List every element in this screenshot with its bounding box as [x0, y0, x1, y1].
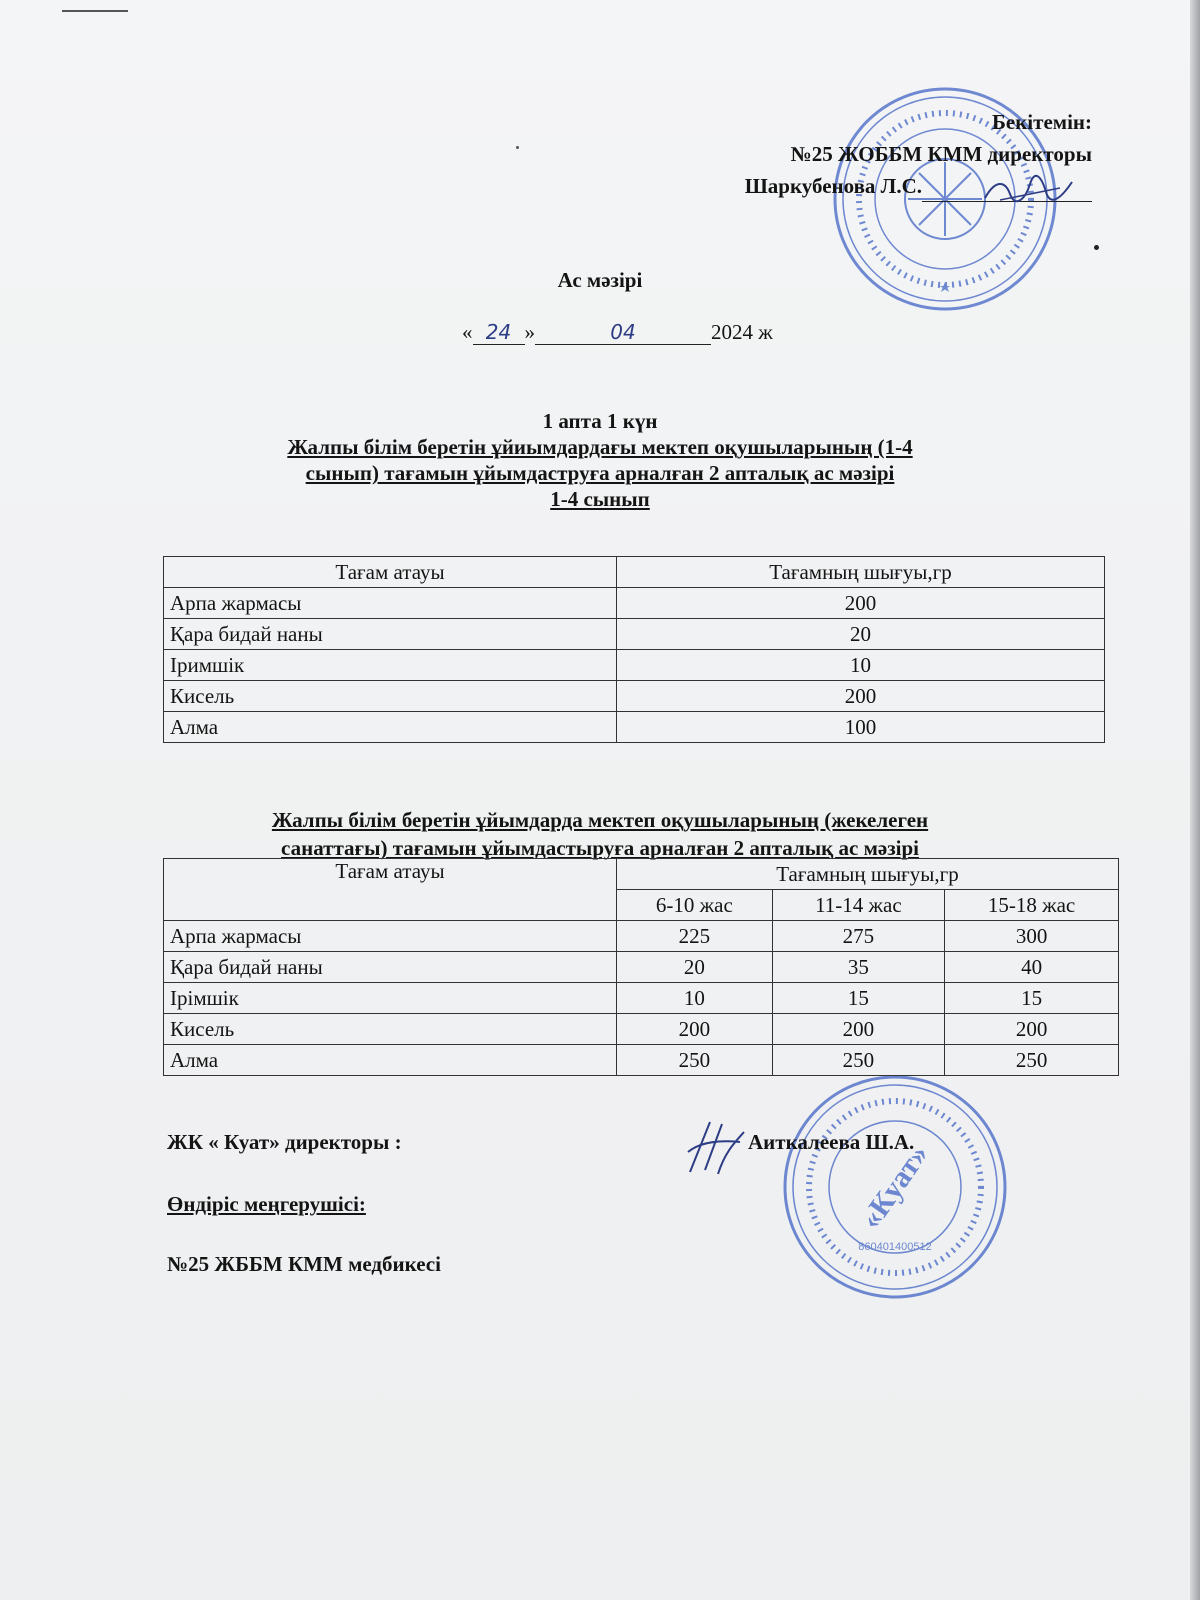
director-signature — [980, 170, 1080, 210]
dish-yield: 15 — [772, 983, 944, 1014]
week-day: 1 апта 1 күн — [542, 409, 658, 433]
dish-name: Арпа жармасы — [164, 921, 617, 952]
stamp-center-text: «Куат» — [853, 1138, 936, 1235]
dish-yield: 100 — [617, 712, 1105, 743]
date-close-quote: » — [524, 320, 535, 344]
table-row — [164, 952, 1119, 983]
dish-yield: 35 — [772, 952, 944, 983]
col-header-yield: Тағамның шығуы,гр — [617, 859, 1119, 890]
dish-yield: 200 — [945, 1014, 1119, 1045]
dish-yield: 250 — [772, 1045, 944, 1076]
date-month: 04 — [535, 320, 711, 345]
page-title: Ас мәзірі — [557, 268, 643, 292]
ink-dot — [1094, 245, 1099, 250]
dish-yield: 250 — [945, 1045, 1119, 1076]
stamp-number-text: 860401400512 — [858, 1241, 932, 1253]
dish-yield: 20 — [617, 952, 773, 983]
age-group-header: 11-14 жас — [772, 890, 944, 921]
age-group-header: 15-18 жас — [945, 890, 1119, 921]
dish-yield: 275 — [772, 921, 944, 952]
page-edge — [1190, 0, 1200, 1600]
col-header-yield: Тағамның шығуы,гр — [617, 557, 1105, 588]
dish-yield: 200 — [772, 1014, 944, 1045]
section2-title-line2: санаттағы) тағамын ұйымдастыруға арналған 2 апталық ас мәзірі — [281, 836, 919, 860]
dish-name: Кисель — [164, 681, 617, 712]
date-line — [462, 320, 773, 345]
date-year: 2024 ж — [711, 320, 773, 344]
table-row — [164, 650, 1105, 681]
dish-yield: 225 — [617, 921, 773, 952]
corner-mark — [62, 10, 128, 12]
ink-dot — [516, 146, 519, 149]
dish-name: Арпа жармасы — [164, 588, 617, 619]
dish-yield: 20 — [617, 619, 1105, 650]
table-row — [164, 921, 1119, 952]
production-head-label: Өндіріс меңгерушісі: — [167, 1192, 366, 1216]
dish-yield: 40 — [945, 952, 1119, 983]
dish-name: Қара бидай наны — [164, 952, 617, 983]
col-header-dish: Тағам атауы — [164, 859, 617, 921]
director-label: ЖК « Куат» директоры : — [167, 1130, 402, 1154]
official-stamp-kuat — [780, 1072, 1010, 1302]
menu-table-age-groups — [163, 858, 1119, 1076]
table-row — [164, 1014, 1119, 1045]
dish-name: Іримшік — [164, 650, 617, 681]
dish-name: Қара бидай наны — [164, 619, 617, 650]
section2-heading — [0, 806, 1200, 862]
table-row — [164, 983, 1119, 1014]
table-row — [164, 588, 1105, 619]
table-header-row — [164, 557, 1105, 588]
age-group-header: 6-10 жас — [617, 890, 773, 921]
dish-yield: 200 — [617, 1014, 773, 1045]
approval-label: Бекітемін: — [991, 110, 1092, 134]
table-row — [164, 619, 1105, 650]
dish-yield: 15 — [945, 983, 1119, 1014]
dish-yield: 200 — [617, 588, 1105, 619]
section1-grade: 1-4 сынып — [550, 487, 650, 511]
dish-yield: 200 — [617, 681, 1105, 712]
section2-title-line1: Жалпы білім беретін ұйымдарда мектеп оқушыларының (жекелеген — [271, 808, 929, 832]
col-header-dish: Тағам атауы — [164, 557, 617, 588]
dish-yield: 300 — [945, 921, 1119, 952]
approval-signer-name: Шаркубенова Л.С. — [744, 174, 922, 198]
dish-yield: 250 — [617, 1045, 773, 1076]
table-row — [164, 681, 1105, 712]
director-name: Аиткалеева Ш.А. — [748, 1130, 915, 1154]
date-day: 24 — [473, 320, 525, 345]
dish-name: Кисель — [164, 1014, 617, 1045]
menu-table-grades-1-4 — [163, 556, 1105, 743]
section1-heading — [0, 408, 1200, 512]
dish-yield: 10 — [617, 650, 1105, 681]
nurse-label: №25 ЖББМ КММ медбикесі — [167, 1252, 441, 1276]
dish-name: Алма — [164, 1045, 617, 1076]
section1-title-line2: сынып) тағамын ұйымдаструға арналған 2 апталық ас мәзірі — [305, 461, 895, 485]
dish-name: Алма — [164, 712, 617, 743]
table-row — [164, 712, 1105, 743]
table-header-row — [164, 859, 1119, 890]
date-open-quote: « — [462, 320, 473, 344]
table-row — [164, 1045, 1119, 1076]
approval-position: №25 ЖОББМ КММ директоры — [790, 142, 1092, 166]
kuat-director-signature — [680, 1112, 750, 1182]
section1-title-line1: Жалпы білім беретін ұйиымдардағы мектеп оқушыларының (1-4 — [287, 435, 913, 459]
dish-yield: 10 — [617, 983, 773, 1014]
dish-name: Ірімшік — [164, 983, 617, 1014]
